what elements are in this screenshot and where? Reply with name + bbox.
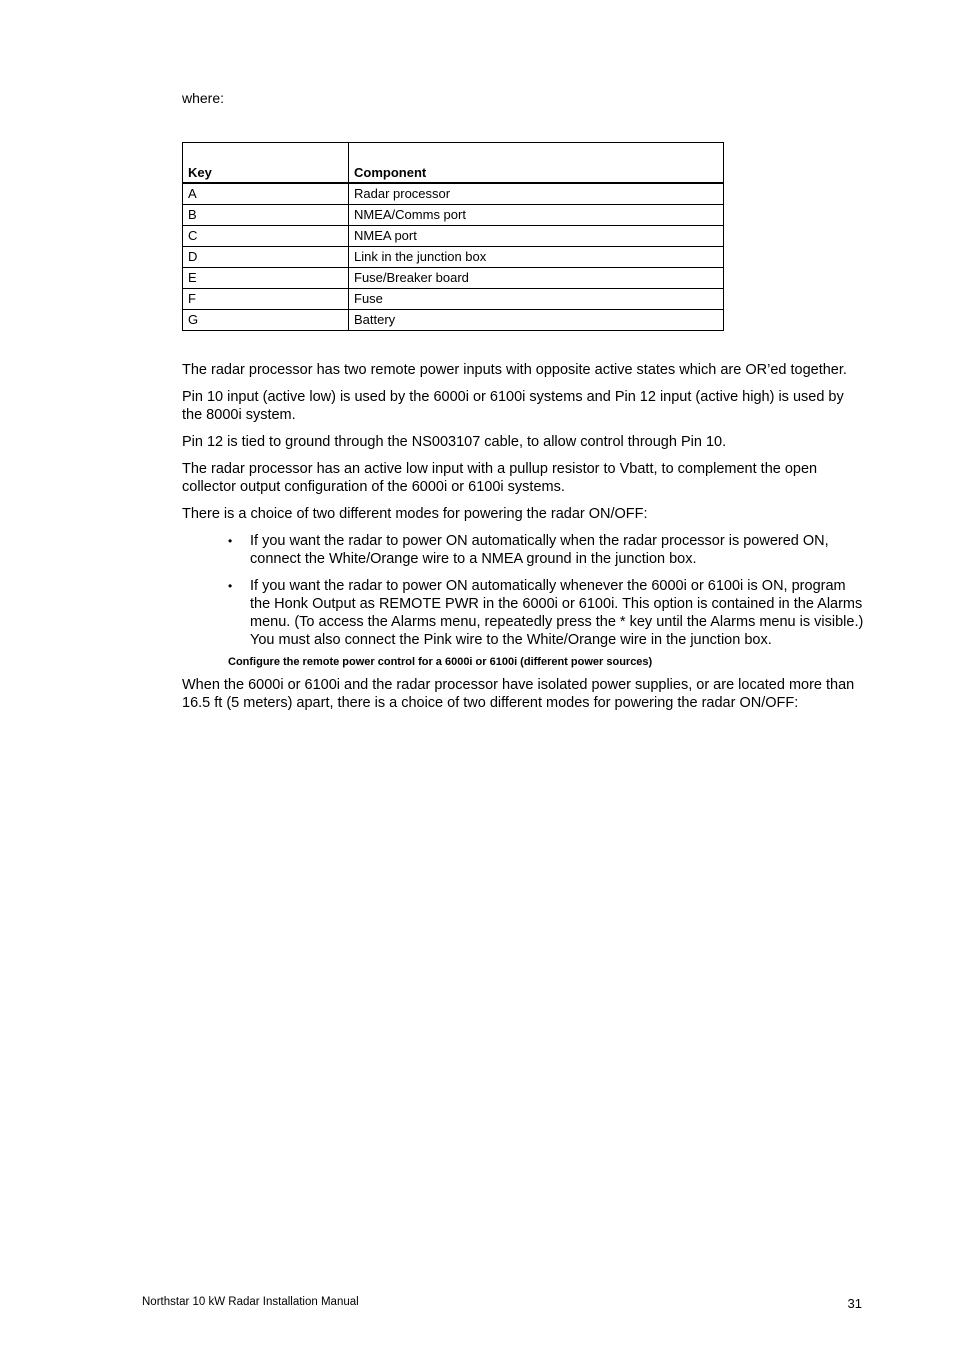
table-row [183, 310, 724, 331]
table-row [183, 268, 724, 289]
table-row [183, 289, 724, 310]
row-key: F [183, 289, 349, 310]
row-component: Battery [349, 310, 724, 331]
key-component-table [182, 142, 724, 331]
body-text [182, 361, 867, 721]
row-key: C [183, 226, 349, 247]
list-item [228, 532, 867, 568]
row-key: G [183, 310, 349, 331]
footer-title: Northstar 10 kW Radar Installation Manual [142, 1296, 359, 1308]
paragraph: Pin 10 input (active low) is used by the 6000i or 6100i systems and Pin 12 input (active high) is used by the 8000i system. [182, 389, 844, 423]
row-key: D [183, 247, 349, 268]
paragraph: Pin 12 is tied to ground through the NS003107 cable, to allow control through Pin 10. [182, 434, 727, 450]
row-component: NMEA/Comms port [349, 205, 724, 226]
row-component: NMEA port [349, 226, 724, 247]
row-component: Fuse/Breaker board [349, 268, 724, 289]
row-component: Fuse [349, 289, 724, 310]
list-item [228, 577, 867, 649]
section-subheading: Configure the remote power control for a 6000i or 6100i (different power sources) [228, 656, 653, 668]
closing-paragraph: When the 6000i or 6100i and the radar processor have isolated power supplies, or are located more than 16.5 ft (5 meters) apart, there is a choice of two different modes for powering the radar ON/OFF: [182, 677, 855, 711]
table-row [183, 226, 724, 247]
table-row [183, 247, 724, 268]
intro-text: where: [182, 90, 225, 106]
bullet-icon: • [228, 534, 233, 548]
table-row [183, 205, 724, 226]
row-component: Radar processor [349, 183, 724, 205]
header-key: Key [183, 143, 349, 184]
list-item-text: If you want the radar to power ON automatically when the radar processor is powered ON, connect the White/Orange wire to a NMEA ground in the junction box. [250, 533, 829, 567]
row-component: Link in the junction box [349, 247, 724, 268]
table-header-row [183, 143, 724, 184]
header-component: Component [349, 143, 724, 184]
row-key: E [183, 268, 349, 289]
bullet-icon: • [228, 579, 233, 593]
paragraph: There is a choice of two different modes for powering the radar ON/OFF: [182, 506, 648, 522]
table-row [183, 183, 724, 205]
paragraph: The radar processor has an active low input with a pullup resistor to Vbatt, to complement the open collector output configuration of the 6000i or 6100i systems. [182, 461, 818, 495]
paragraph: The radar processor has two remote power inputs with opposite active states which are OR’ed together. [182, 362, 847, 378]
row-key: B [183, 205, 349, 226]
row-key: A [183, 183, 349, 205]
page-number: 31 [847, 1296, 862, 1311]
bullet-list [182, 532, 867, 649]
list-item-text: If you want the radar to power ON automatically whenever the 6000i or 6100i is ON, program the Honk Output as REMOTE PWR in the 6000i or 6100i. This option is contained in the Alarms menu. (To access the Alarms menu, repeatedly press the * key until the Alarms menu is visible.) You must also connect the Pink wire to the White/Orange wire in the junction box. [250, 578, 864, 648]
